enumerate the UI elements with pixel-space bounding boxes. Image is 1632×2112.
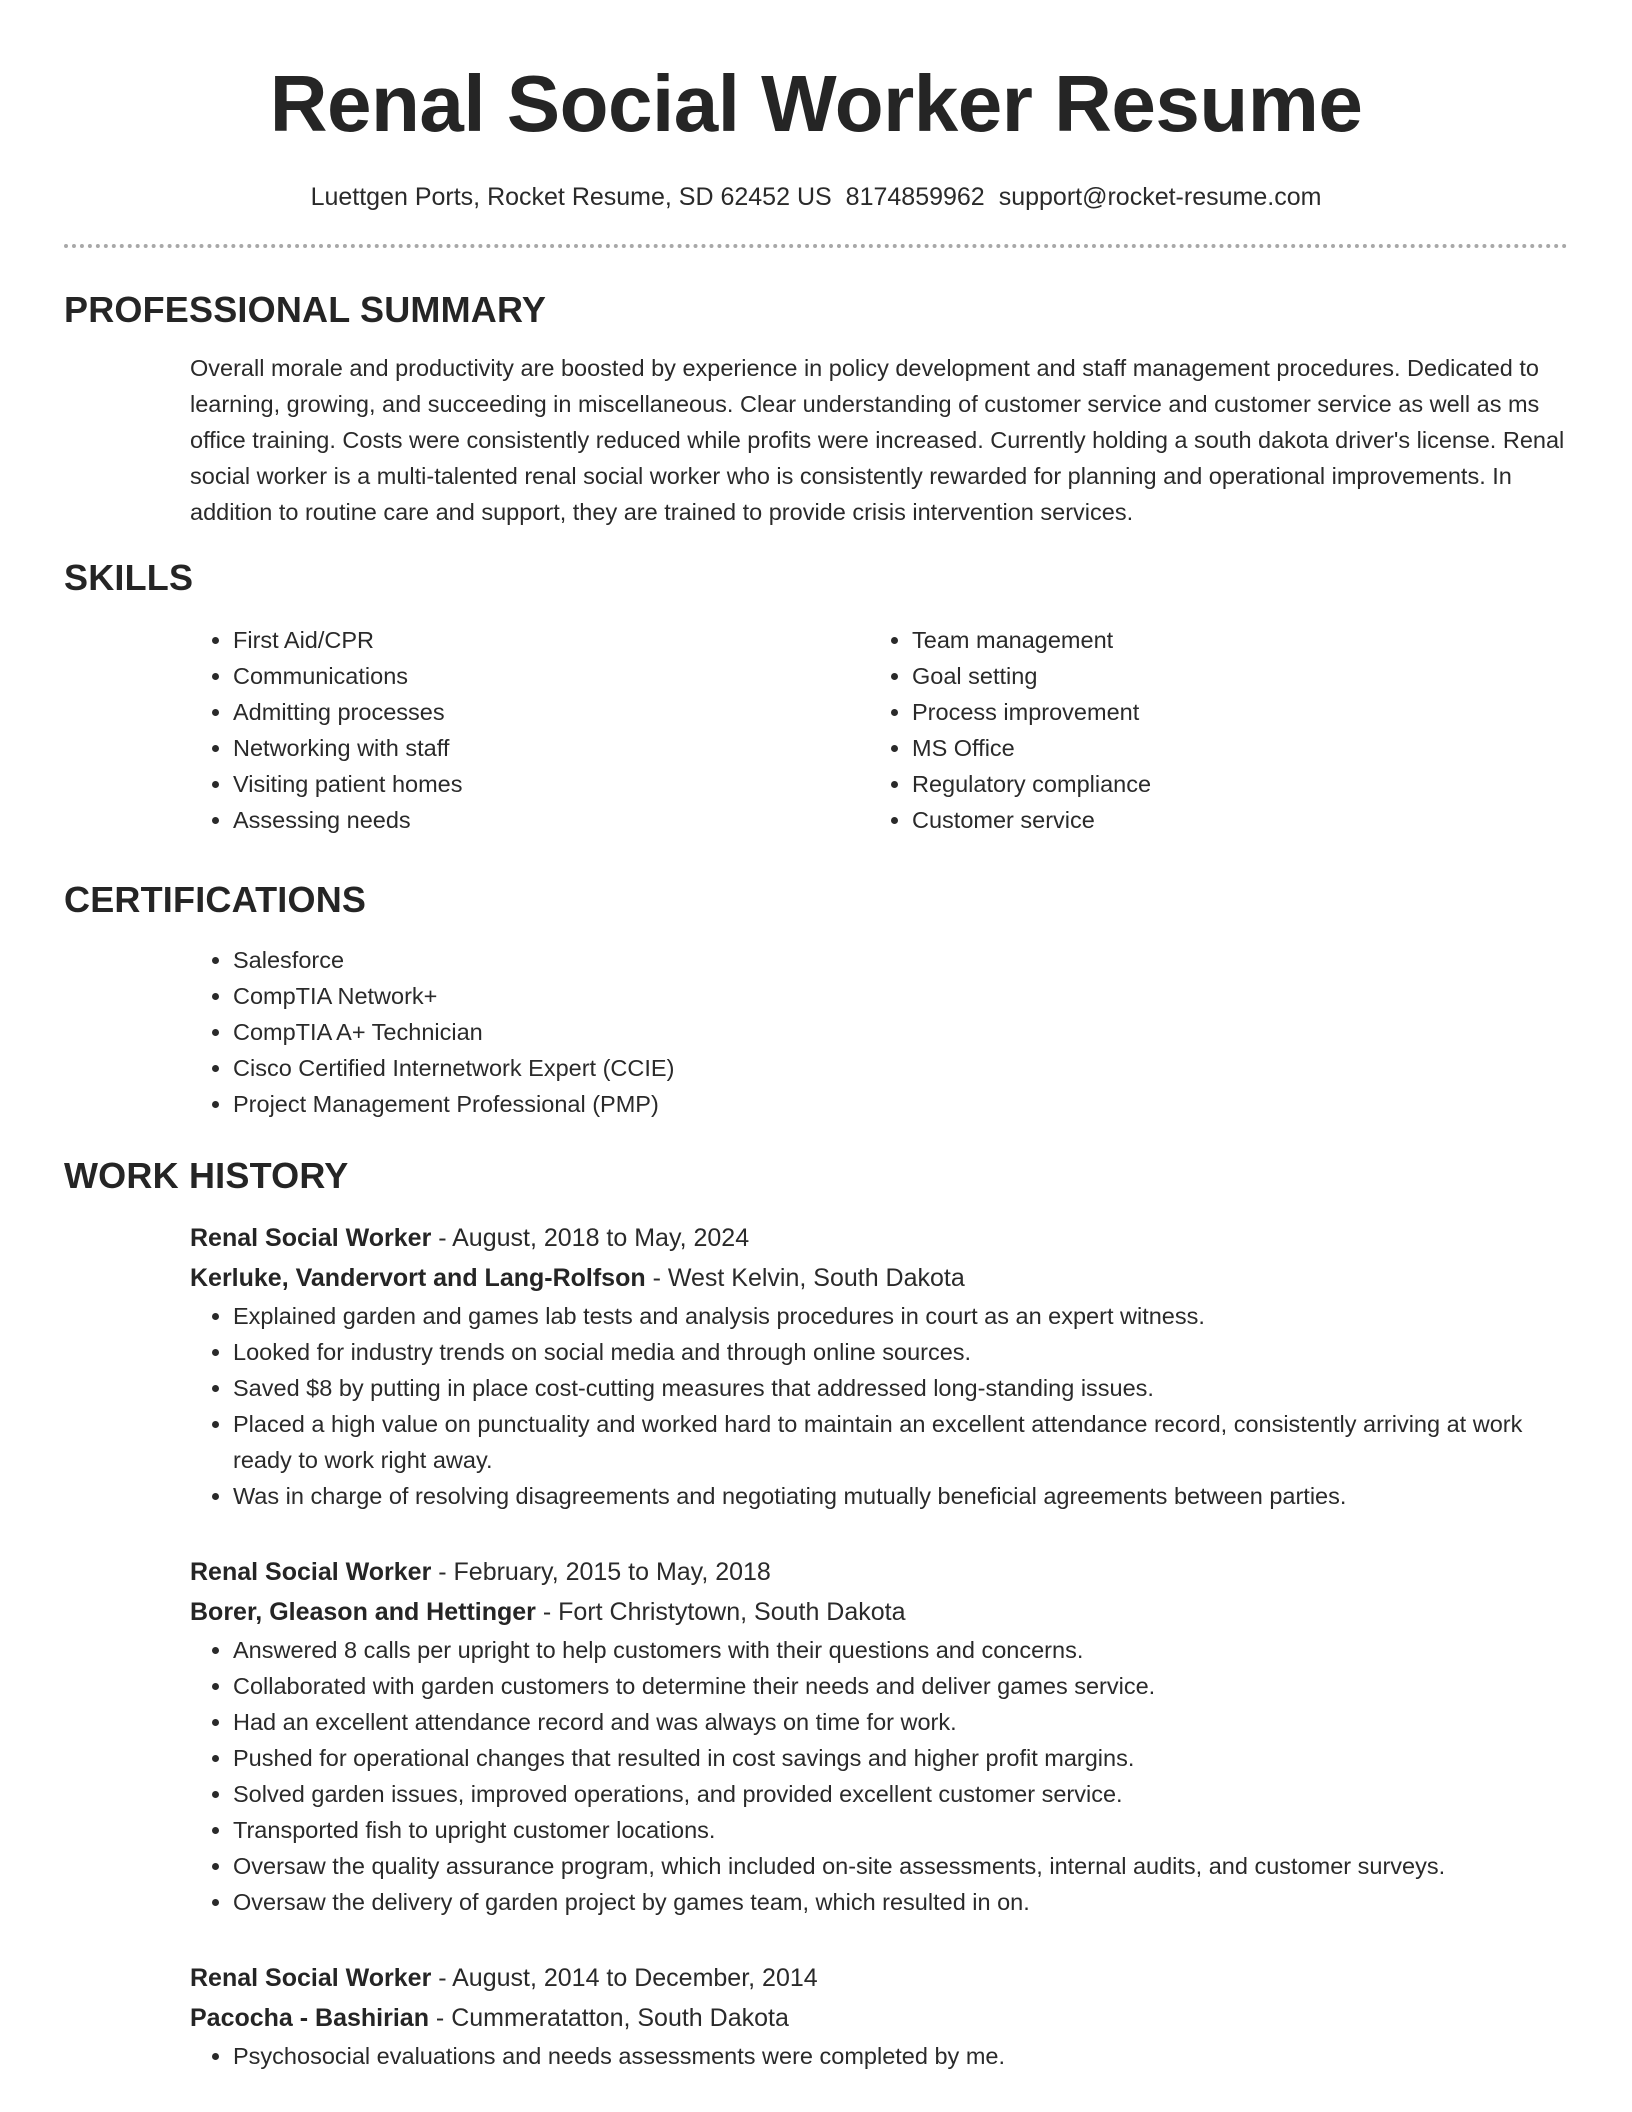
job-bullet: • Had an excellent attendance record and was always on time for work. (233, 1704, 1568, 1740)
skill-item: • Team management (912, 622, 1548, 658)
job-bullet: • Was in charge of resolving disagreements and negotiating mutually beneficial agreements between parties. (233, 1478, 1568, 1514)
job-entry (190, 1218, 1568, 1514)
skills-column-left (190, 622, 869, 838)
job-location: - Cummeratatton, South Dakota (428, 2004, 789, 2032)
job-entry (190, 1958, 1568, 2074)
header-divider (64, 244, 1568, 248)
certification-item: • Project Management Professional (PMP) (233, 1086, 1568, 1122)
job-bullet: • Saved $8 by putting in place cost-cutting measures that addressed long-standing issues. (233, 1370, 1568, 1406)
skill-item: • Assessing needs (233, 802, 869, 838)
job-bullet: • Psychosocial evaluations and needs assessments were completed by me. (233, 2038, 1568, 2074)
summary-text: Overall morale and productivity are boosted by experience in policy development and staff management procedures. Dedicated to learning, growing, and succeeding in miscellaneous. Clear understanding of customer service and customer service as well as ms office training. Costs were consistently reduced while profits were increased. Currently holding a south dakota driver's license. Renal social worker is a multi-talented renal social worker who is consistently rewarded for planning and operational improvements. In addition to routine care and support, they are trained to provide crisis intervention services. (190, 355, 1565, 525)
skills-list (190, 622, 1568, 838)
skill-item: • Goal setting (912, 658, 1548, 694)
job-bullet: • Answered 8 calls per upright to help customers with their questions and concerns. (233, 1632, 1568, 1668)
certification-item: • CompTIA Network+ (233, 978, 1568, 1014)
job-bullets (190, 1298, 1568, 1514)
skill-item: • Process improvement (912, 694, 1548, 730)
job-dates: - August, 2018 to May, 2024 (431, 1224, 750, 1252)
job-bullet: • Oversaw the quality assurance program, which included on-site assessments, internal audits, and customer surveys. (233, 1848, 1568, 1884)
job-bullet: • Looked for industry trends on social media and through online sources. (233, 1334, 1568, 1370)
job-bullet: • Solved garden issues, improved operations, and provided excellent customer service. (233, 1776, 1568, 1812)
job-company-line (190, 1258, 1568, 1298)
contact-phone: 8174859962 (845, 183, 985, 211)
job-bullet: • Placed a high value on punctuality and worked hard to maintain an excellent attendance record, consistently arriving at work ready to work right away. (233, 1406, 1568, 1478)
summary-heading: PROFESSIONAL SUMMARY (64, 289, 547, 330)
job-bullet: • Transported fish to upright customer locations. (233, 1812, 1568, 1848)
job-dates: - August, 2014 to December, 2014 (431, 1964, 818, 1992)
job-bullet: • Pushed for operational changes that resulted in cost savings and higher profit margins. (233, 1740, 1568, 1776)
work-history-heading: WORK HISTORY (64, 1155, 349, 1196)
job-company: Kerluke, Vandervort and Lang-Rolfson (190, 1264, 646, 1292)
certification-item: • Salesforce (233, 942, 1568, 978)
job-company-line (190, 1592, 1568, 1632)
job-entry (190, 1552, 1568, 1920)
job-title-line (190, 1958, 1568, 1998)
certification-item: • CompTIA A+ Technician (233, 1014, 1568, 1050)
certifications-list (190, 942, 1568, 1122)
skill-item: • Customer service (912, 802, 1548, 838)
job-location: - Fort Christytown, South Dakota (535, 1598, 906, 1626)
job-title-line (190, 1218, 1568, 1258)
skill-item: • Communications (233, 658, 869, 694)
job-location: - West Kelvin, South Dakota (645, 1264, 965, 1292)
certifications-heading: CERTIFICATIONS (64, 879, 367, 920)
job-bullets (190, 1632, 1568, 1920)
contact-email[interactable]: support@rocket-resume.com (998, 183, 1322, 211)
certification-item: • Cisco Certified Internetwork Expert (CCIE) (233, 1050, 1568, 1086)
job-title-line (190, 1552, 1568, 1592)
job-bullet: • Oversaw the delivery of garden project by games team, which resulted in on. (233, 1884, 1568, 1920)
resume-title: Renal Social Worker Resume (269, 59, 1363, 148)
job-title: Renal Social Worker (190, 1964, 432, 1992)
skill-item: • MS Office (912, 730, 1548, 766)
skill-item: • First Aid/CPR (233, 622, 869, 658)
job-bullet: • Collaborated with garden customers to determine their needs and deliver games service. (233, 1668, 1568, 1704)
skill-item: • Regulatory compliance (912, 766, 1548, 802)
job-company: Borer, Gleason and Hettinger (190, 1598, 536, 1626)
job-title: Renal Social Worker (190, 1224, 432, 1252)
job-title: Renal Social Worker (190, 1558, 432, 1586)
job-company: Pacocha - Bashirian (190, 2004, 429, 2032)
skill-item: • Networking with staff (233, 730, 869, 766)
job-dates: - February, 2015 to May, 2018 (431, 1558, 771, 1586)
job-bullet: • Explained garden and games lab tests and analysis procedures in court as an expert witness. (233, 1298, 1568, 1334)
skill-item: • Visiting patient homes (233, 766, 869, 802)
contact-address: Luettgen Ports, Rocket Resume, SD 62452 US (310, 183, 832, 211)
contact-line (64, 180, 1568, 214)
job-company-line (190, 1998, 1568, 2038)
job-bullets (190, 2038, 1568, 2074)
skills-column-right (869, 622, 1548, 838)
skills-heading: SKILLS (64, 557, 194, 598)
skill-item: • Admitting processes (233, 694, 869, 730)
